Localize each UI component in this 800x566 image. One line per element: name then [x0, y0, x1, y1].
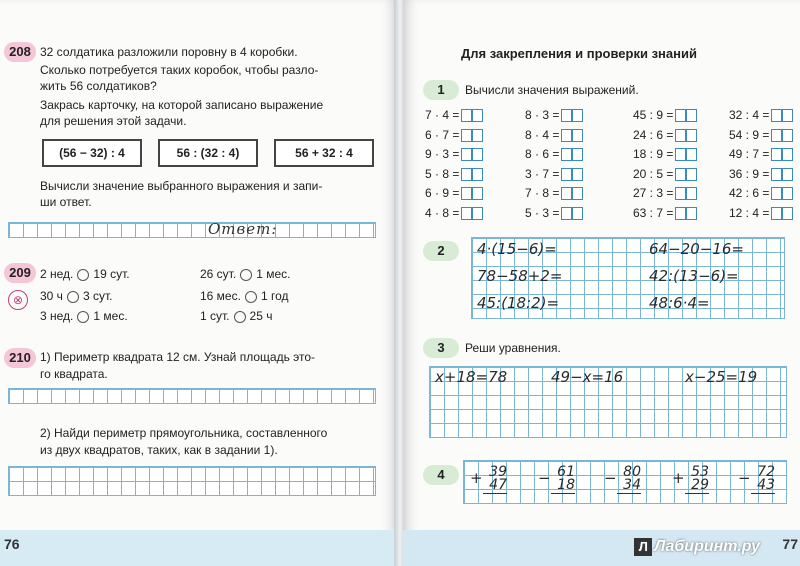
- compare-row: [40, 266, 130, 283]
- handwritten-expression: 45:(18:2)=: [477, 294, 560, 312]
- expression-card[interactable]: 56 + 32 : 4: [274, 139, 374, 167]
- page-number: 76: [4, 536, 20, 552]
- answer-cell[interactable]: [461, 207, 472, 220]
- answer-cell[interactable]: [782, 168, 793, 181]
- expression-row: [525, 147, 583, 161]
- expression-text: 8 · 6 =: [525, 147, 560, 161]
- answer-cell[interactable]: [675, 168, 686, 181]
- handwritten-expression: 42:(13−6)=: [649, 267, 739, 285]
- answer-cell[interactable]: [686, 187, 697, 200]
- sum-line: [617, 493, 641, 494]
- expression-text: 63 : 7 =: [633, 205, 674, 220]
- expression-row: [633, 206, 697, 220]
- answer-cell[interactable]: [675, 187, 686, 200]
- answer-cell[interactable]: [675, 207, 686, 220]
- answer-cell[interactable]: [461, 129, 472, 142]
- expression-row: [425, 128, 483, 142]
- operand-top: 61: [557, 464, 575, 480]
- answer-cell[interactable]: [561, 109, 572, 122]
- expression-text: 6 · 9 =: [425, 186, 460, 200]
- sum-line: [483, 493, 507, 494]
- compare-circle[interactable]: [77, 269, 89, 281]
- handwritten-expression: 78−58+2=: [477, 267, 563, 285]
- task-number-badge: 1: [423, 80, 459, 100]
- expression-text: 6 · 7 =: [425, 127, 460, 142]
- answer-cell[interactable]: [771, 168, 782, 181]
- expression-text: 42 : 6 =: [729, 186, 770, 200]
- operator-sign: +: [672, 469, 685, 487]
- expression-row: [729, 186, 793, 200]
- task-text: Сколько потребуется таких коробок, чтобы разло-: [40, 63, 319, 77]
- answer-cell[interactable]: [675, 129, 686, 142]
- answer-cell[interactable]: [782, 109, 793, 122]
- compare-circle[interactable]: [67, 291, 79, 303]
- task-text: для решения этой задачи.: [40, 114, 187, 128]
- answer-cell[interactable]: [472, 187, 483, 200]
- answer-cell[interactable]: [686, 129, 697, 142]
- answer-grid[interactable]: [8, 222, 376, 238]
- task-number-badge: 209: [4, 263, 36, 283]
- compare-row: [200, 288, 289, 305]
- answer-grid[interactable]: [8, 466, 376, 496]
- handwritten-expression: 4·(15−6)=: [477, 240, 557, 258]
- answer-cell[interactable]: [675, 109, 686, 122]
- compare-left: 1 сут.: [200, 309, 230, 323]
- answer-cell[interactable]: [472, 207, 483, 220]
- expression-row: [633, 186, 697, 200]
- answer-cell[interactable]: [572, 187, 583, 200]
- expression-text: 8 · 4 =: [525, 127, 560, 142]
- answer-cell[interactable]: [771, 129, 782, 142]
- expression-text: 7 · 8 =: [525, 186, 560, 200]
- task-text: Закрась карточку, на которой записано выражение: [40, 98, 324, 112]
- expression-row: [633, 167, 697, 181]
- page-number: 77: [782, 536, 798, 552]
- expression-row: [525, 128, 583, 142]
- answer-cell[interactable]: [461, 168, 472, 181]
- expression-text: 7 · 4 =: [425, 108, 460, 122]
- answer-cell[interactable]: [771, 187, 782, 200]
- answer-cell[interactable]: [572, 168, 583, 181]
- task-text: ши ответ.: [40, 195, 92, 209]
- answer-cell[interactable]: [572, 148, 583, 161]
- column-arithmetic: [538, 464, 575, 494]
- expression-card[interactable]: 56 : (32 : 4): [158, 139, 258, 167]
- expression-row: [525, 206, 583, 220]
- operand-top: 80: [623, 464, 641, 480]
- answer-grid[interactable]: [8, 388, 376, 404]
- handwritten-equation: x−25=19: [685, 368, 758, 386]
- expression-row: [425, 167, 483, 181]
- operator-sign: −: [538, 469, 551, 487]
- expression-text: 36 : 9 =: [729, 166, 770, 181]
- expression-text: 8 · 3 =: [525, 108, 560, 122]
- task-text: жить 56 солдатиков?: [40, 79, 157, 93]
- task-text: го квадрата.: [40, 367, 108, 381]
- sum-line: [685, 493, 709, 494]
- compare-left: 3 нед.: [40, 309, 74, 323]
- sum-line: [551, 493, 575, 494]
- expression-text: 32 : 4 =: [729, 108, 770, 122]
- compare-icon: ⊗: [8, 290, 28, 310]
- operand-top: 53: [691, 464, 709, 480]
- answer-label: Ответ:: [208, 220, 278, 238]
- compare-right: 1 мес.: [93, 309, 128, 323]
- answer-cell[interactable]: [771, 148, 782, 161]
- answer-cell[interactable]: [686, 168, 697, 181]
- expression-text: 5 · 8 =: [425, 166, 460, 181]
- compare-row: [200, 308, 272, 325]
- answer-cell[interactable]: [675, 148, 686, 161]
- expression-text: 3 · 7 =: [525, 166, 560, 181]
- compare-circle[interactable]: [234, 311, 246, 323]
- compare-left: 2 нед.: [40, 267, 74, 281]
- compare-row: [200, 266, 290, 283]
- logo-text: Лабиринт.ру: [654, 538, 760, 555]
- answer-cell[interactable]: [461, 187, 472, 200]
- expression-row: [729, 167, 793, 181]
- operand-bottom: 34: [623, 477, 641, 493]
- operand-bottom: 18: [557, 477, 575, 493]
- operand-bottom: 43: [757, 477, 775, 493]
- answer-cell[interactable]: [561, 148, 572, 161]
- compare-right: 25 ч: [249, 309, 273, 323]
- answer-cell[interactable]: [771, 207, 782, 220]
- compare-right: 19 сут.: [93, 267, 130, 281]
- expression-text: 4 · 8 =: [425, 205, 460, 220]
- answer-cell[interactable]: [472, 129, 483, 142]
- compare-right: 1 мес.: [256, 267, 291, 281]
- expression-row: [425, 206, 483, 220]
- handwritten-equation: x+18=78: [435, 368, 508, 386]
- answer-cell[interactable]: [461, 148, 472, 161]
- answer-cell[interactable]: [572, 207, 583, 220]
- answer-cell[interactable]: [686, 109, 697, 122]
- operand-top: 39: [489, 464, 507, 480]
- task-number-badge: 208: [4, 42, 36, 62]
- answer-cell[interactable]: [782, 207, 793, 220]
- expression-row: [425, 108, 483, 122]
- task-number-badge: 4: [423, 465, 459, 485]
- answer-cell[interactable]: [782, 148, 793, 161]
- compare-left: 26 сут.: [200, 267, 237, 281]
- expression-row: [729, 128, 793, 142]
- answer-cell[interactable]: [572, 129, 583, 142]
- compare-row: [40, 288, 112, 305]
- handwritten-expression: 64−20−16=: [649, 240, 744, 258]
- expression-row: [525, 167, 583, 181]
- answer-cell[interactable]: [782, 187, 793, 200]
- task-text: 32 солдатика разложили поровну в 4 коробки.: [40, 45, 298, 59]
- task-text: 2) Найди периметр прямоугольника, составленного: [40, 426, 328, 440]
- answer-cell[interactable]: [561, 187, 572, 200]
- operator-sign: −: [738, 469, 751, 487]
- expression-text: 54 : 9 =: [729, 127, 770, 142]
- expression-card[interactable]: (56 − 32) : 4: [42, 139, 142, 167]
- right-page: [403, 0, 800, 566]
- expression-row: [525, 108, 583, 122]
- sum-line: [751, 493, 775, 494]
- answer-cell[interactable]: [561, 129, 572, 142]
- expression-text: 12 : 4 =: [729, 205, 770, 220]
- compare-circle[interactable]: [77, 311, 89, 323]
- section-title: Для закрепления и проверки знаний: [461, 46, 697, 61]
- answer-cell[interactable]: [561, 168, 572, 181]
- operand-bottom: 47: [489, 477, 507, 493]
- handwritten-expression: 48:6·4=: [649, 294, 710, 312]
- expression-text: 49 : 7 =: [729, 147, 770, 161]
- column-arithmetic: [738, 464, 775, 494]
- answer-cell[interactable]: [561, 207, 572, 220]
- task-number-badge: 210: [4, 348, 36, 368]
- answer-cell[interactable]: [686, 207, 697, 220]
- operator-sign: −: [604, 469, 617, 487]
- operand-bottom: 29: [691, 477, 709, 493]
- compare-right: 1 год: [260, 289, 289, 303]
- compare-circle[interactable]: [240, 269, 252, 281]
- expression-text: 9 · 3 =: [425, 147, 460, 161]
- column-arithmetic: [470, 464, 507, 494]
- operator-sign: +: [470, 469, 483, 487]
- answer-cell[interactable]: [472, 168, 483, 181]
- operand-top: 72: [757, 464, 775, 480]
- handwritten-equation: 49−x=16: [551, 368, 624, 386]
- page-footer-band: [0, 530, 397, 566]
- expression-text: 45 : 9 =: [633, 108, 674, 122]
- expression-text: 20 : 5 =: [633, 166, 674, 181]
- compare-left: 30 ч: [40, 289, 63, 303]
- answer-cell[interactable]: [782, 129, 793, 142]
- expression-row: [633, 128, 697, 142]
- answer-cell[interactable]: [472, 109, 483, 122]
- task-text: 1) Периметр квадрата 12 см. Узнай площадь это-: [40, 350, 316, 364]
- answer-cell[interactable]: [472, 148, 483, 161]
- compare-row: [40, 308, 128, 325]
- task-heading: Реши уравнения.: [465, 341, 561, 355]
- task-heading: Вычисли значения выражений.: [465, 83, 639, 97]
- expression-row: [633, 147, 697, 161]
- expression-text: 24 : 6 =: [633, 127, 674, 142]
- task-text: из двух квадратов, таких, как в задании 1).: [40, 443, 278, 457]
- compare-left: 16 мес.: [200, 289, 241, 303]
- expression-row: [729, 206, 793, 220]
- expression-text: 27 : 3 =: [633, 186, 674, 200]
- expression-row: [729, 108, 793, 122]
- task-number-badge: 2: [423, 241, 459, 261]
- answer-cell[interactable]: [771, 109, 782, 122]
- compare-right: 3 сут.: [82, 289, 113, 303]
- watermark-logo: [634, 538, 760, 556]
- column-arithmetic: [604, 464, 641, 494]
- task-text: Вычисли значение выбранного выражения и запи-: [40, 179, 323, 193]
- answer-cell[interactable]: [686, 148, 697, 161]
- left-page: [0, 0, 397, 566]
- answer-cell[interactable]: [461, 109, 472, 122]
- expression-row: [425, 147, 483, 161]
- expression-row: [633, 108, 697, 122]
- expression-text: 5 · 3 =: [525, 205, 560, 220]
- compare-circle[interactable]: [245, 291, 257, 303]
- column-arithmetic: [672, 464, 709, 494]
- task-number-badge: 3: [423, 338, 459, 358]
- expression-text: 18 : 9 =: [633, 147, 674, 161]
- expression-row: [525, 186, 583, 200]
- expression-row: [729, 147, 793, 161]
- answer-cell[interactable]: [572, 109, 583, 122]
- logo-mark: Л: [634, 538, 652, 556]
- expression-row: [425, 186, 483, 200]
